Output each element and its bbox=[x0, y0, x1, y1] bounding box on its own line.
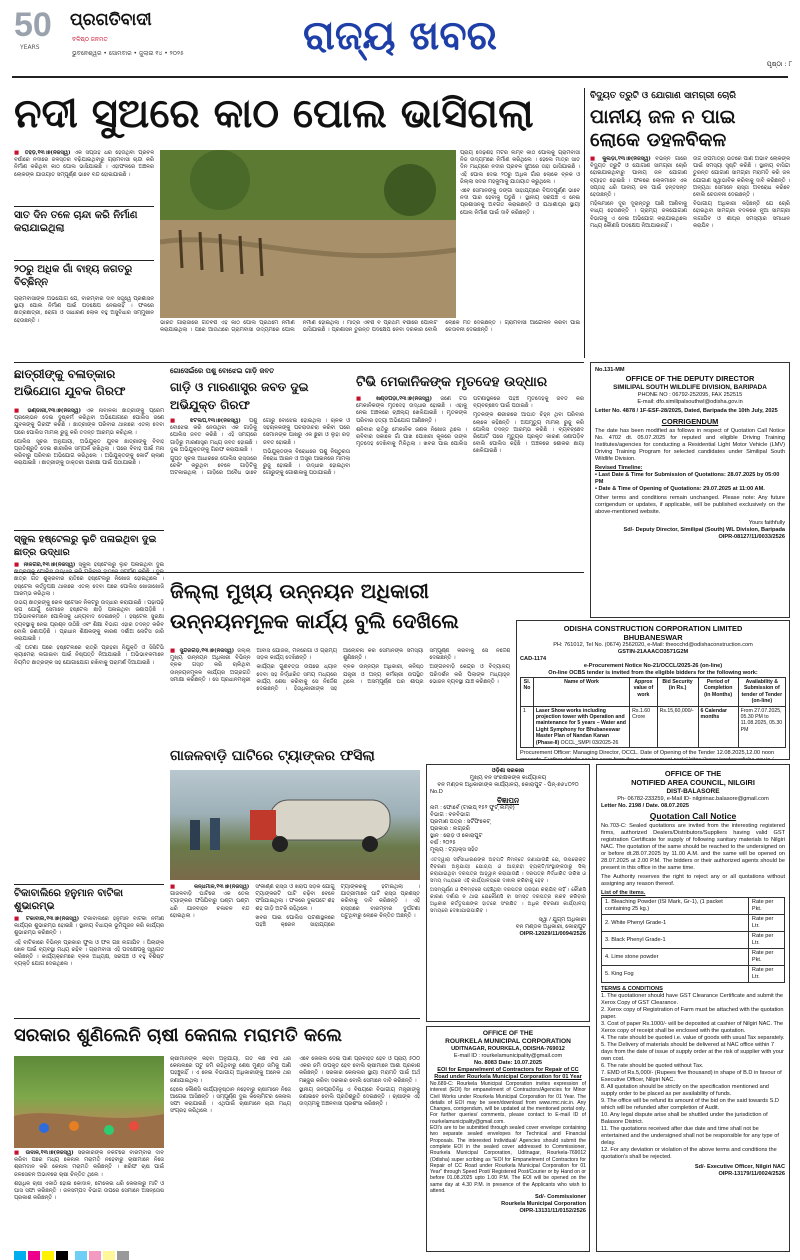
wildlife-line2: • Date & Time of Opening of Quotations: 29.07.2025 at 11:00 AM. bbox=[595, 486, 765, 492]
nilgiri-term: 9. The office will be refund its amount of the bid on the said towards S.D which will be refunded after completion of Audit. bbox=[601, 1098, 779, 1111]
print-registration-bar bbox=[14, 1248, 790, 1260]
nilgiri-term: 2. Xerox copy of Registration of Farm must be attached with the quotation paper. bbox=[601, 1007, 784, 1020]
lead-headline: ନଦୀ ସୁଅରେ କାଠ ପୋଲ ଭାସିଗଲା bbox=[14, 91, 534, 137]
nilgiri-item-row bbox=[602, 932, 785, 949]
occl-gst: GSTIN-21AAACO3571G2M bbox=[617, 649, 689, 655]
nilgiri-item-row bbox=[602, 898, 785, 915]
vehicle-dateline: ■ ଝିଟିଲିପି,୧୩।୭(ନିଜସ୍ୱ) bbox=[170, 418, 241, 424]
occl-cell-work: Laser Show works including projection tower with Operation and maintenance for 5 years – Water and Light Symphony for Bhubaneswar Master Plan of Nandan Kanan (Phase-II) OCCL_SMPI 03/2025-26 bbox=[533, 706, 629, 747]
rourkela-body2: EOI's are to be submitted through sealed cover envelope containing two separate sealed envelopes for Technical and Financial Proposals. The interested Individual/ Agencies should submit the complete EOI in the sealed cover addressed to Commissioner, Rourkela Municipal Corporation, Uditnagar, Rourkela-769012 (Odisha) super scribing as "EOI for Empanelment of Contractors for Repair of CC Road under Rourkela Municipal Corporation for 01 Year" through Speed Post/ Registered Post/Courier or by Hand on or before 01.08.2025 upto 1.00 P.M. The EOI will be opened on the same day at 4.30 P.M. in presence of the Applicants who wish to attend. bbox=[430, 1125, 586, 1195]
nilgiri-item-rate: Rate per Ltr. bbox=[748, 915, 784, 932]
bridge-illustration bbox=[160, 150, 456, 318]
official-body: ■ ସୁନ୍ଦରଗଡ଼,୧୩।୭(ନିଜସ୍ୱ) ଜିଲ୍ଲା ମୁଖ୍ୟ ଉନ୍ନୟନ ଅଧିକାରୀ ବିଭିନ୍ନ ବ୍ଳକ ଗସ୍ତ କରି ଚାଲିଥିବା ଉନ୍ନୟନମୂଳକ କାର୍ଯ୍ୟର ଅଗ୍ରଗତି ସମୀକ୍ଷା କରିଛନ୍ତି । ସେ ପ୍ରଧାନମନ୍ତ୍ରୀ ଆବାସ ଯୋଜନା, ମନରେଗା ଓ ଗ୍ରାମ୍ୟ ସଡ଼କ କାର୍ଯ୍ୟ ଦେଖିଛନ୍ତି । କାର୍ଯ୍ୟର ଗୁଣବତ୍ତା ଉପରେ ଧ୍ୟାନ ଦେବା ସହ ନିର୍ଦ୍ଧାରିତ ସମୟ ମଧ୍ୟରେ କାର୍ଯ୍ୟ ଶେଷ କରିବାକୁ ସେ ନିର୍ଦ୍ଦେଶ ଦେଇଛନ୍ତି । ହିତାଧିକାରୀଙ୍କ ସହ ଆଲୋଚନା କରି ସେମାନଙ୍କ ସମସ୍ୟା ଶୁଣିଛନ୍ତି । ବ୍ଳକ ଉନ୍ନୟନ ଅଧିକାରୀ, କନିଷ୍ଠ ଯନ୍ତ୍ରୀ ଓ ଅନ୍ୟ କର୍ମଚାରୀ ଉପସ୍ଥିତ ଥିଲେ । ଅସମ୍ପୂର୍ଣ୍ଣ ଘର ଶୀଘ୍ର ସମ୍ପୂର୍ଣ୍ଣ କରିବାକୁ ସେ ନିର୍ଦ୍ଦେଶ ଦେଇଛନ୍ତି । ଅଙ୍ଗନବାଡ଼ି କେନ୍ଦ୍ର ଓ ବିଦ୍ୟାଳୟ ପରିଦର୍ଶନ କରି ପିଲାଙ୍କ ମଧ୍ୟାହ୍ନ ଭୋଜନ ବ୍ୟବସ୍ଥା ଯାଞ୍ଚ କରିଛନ୍ତି । bbox=[170, 648, 510, 740]
page-label: ପୃଷ୍ଠା : ୮ bbox=[766, 60, 792, 68]
odia-ref: No.D bbox=[430, 789, 443, 795]
odia-dept: ମୁଖ୍ୟ ବନ ସଂରକ୍ଷକଙ୍କ କାର୍ଯ୍ୟାଳୟ bbox=[469, 775, 547, 781]
rape-headline: ଛାତ୍ରୀଙ୍କୁ ବଳାତ୍କାର ଅଭିଯୋଗ ଯୁବକ ଗିରଫ bbox=[14, 367, 126, 398]
tanker-body: ■ କନ୍ଧମାଳ,୧୩।୭(ନିଜସ୍ୱ) ଗାଜଳବାଡ଼ି ଘାଟିରେ ଏକ ତେଲ ଟ୍ୟାଙ୍କର ଫସିଯିବାରୁ ଘଣ୍ଟା ଘଣ୍ଟା ଧରି ଯାନବାହନ ଚଳାଚଳ ବନ୍ଦ ହୋଇଥିଲା । ସଂକୀର୍ଣ୍ଣ ରାସ୍ତା ଓ ଖରାପ ସଡ଼କ ଯୋଗୁଁ ଟ୍ୟାଙ୍କରଟି ଘାଟି ଚଢ଼ିବା ବେଳେ ଫସିଯାଇଥିଲା । ଫଳରେ ଦୁଇପଟେ ଶହ ଶହ ଗାଡ଼ି ଅଟକି ରହିଥିଲେ । ଖବର ପାଇ ପୋଲିସ ଘଟଣାସ୍ଥଳରେ ପହଞ୍ଚି କ୍ରେନ ସାହାଯ୍ୟରେ ଟ୍ୟାଙ୍କରକୁ ହଟାଇଥିଲା । ଯାତ୍ରୀମାନେ ଘାଟି ରାସ୍ତା ପ୍ରଶସ୍ତ କରିବାକୁ ଦାବି କରିଛନ୍ତି । ଏହି ରାସ୍ତାରେ ବାରମ୍ବାର ଦୁର୍ଘଟଣା ଘଟୁଥିବାରୁ ଲୋକେ ଚିନ୍ତିତ ଅଛନ୍ତି । bbox=[170, 884, 420, 1014]
nilgiri-items-table bbox=[601, 897, 785, 983]
odia-govt-notice bbox=[426, 764, 590, 1022]
wildlife-division: SIMILIPAL SOUTH WILDLIFE DIVISION, BARIPADA bbox=[613, 384, 767, 391]
occl-table-row bbox=[521, 706, 786, 747]
wildlife-email: E-mail: dfo.similipalsouthwl@odisha.gov.in bbox=[637, 399, 743, 405]
odia-row-4: ପ୍ରକାର : ଲଗ୍ଜରି bbox=[430, 826, 471, 832]
nilgiri-item-name: 5. King Fog bbox=[602, 966, 749, 983]
nilgiri-term: 12. For any deviation or violation of the above terms and conditions the quotation's shall be rejected. bbox=[601, 1147, 777, 1160]
occl-cell-sl: 1 bbox=[521, 706, 534, 747]
canal-photo bbox=[14, 1056, 164, 1148]
tv-headline: ଟିଭି ମେକାନିକଙ୍କ ମୃତଦେହ ଉଦ୍ଧାର bbox=[356, 374, 548, 390]
wildlife-title: CORRIGENDUM bbox=[661, 417, 719, 426]
wildlife-sign1: Yours faithfully bbox=[748, 520, 785, 526]
tanker-photo bbox=[170, 770, 420, 880]
odia-sign2: ବନ ମଣ୍ଡଳ ଅଧିକାରୀ, କୋରାପୁଟ bbox=[515, 924, 586, 930]
date-line: ଭୁବନେଶ୍ୱର • ସୋମବାର • ଜୁଲାଇ ୧୪ • ୨୦୨୫ bbox=[72, 50, 184, 57]
water-dateline: ■ କୁଲଡ଼ା,୧୩।୭(ନିଜସ୍ୱ) bbox=[590, 156, 651, 162]
nilgiri-item-name: 4. Lime stone powder bbox=[602, 949, 749, 966]
rourkela-title: EOI for Empanelment of Contractors for Repair of CC Road under Rourkela Municipal Corporation for 01 Year bbox=[434, 1067, 582, 1080]
lead-subhead-2: ୨୦ରୁ ଅଧିକ ଗାଁ ବାହ୍ୟ ଜଗତରୁ ବିଚ୍ଛିନ୍ନ bbox=[14, 260, 154, 294]
nilgiri-term: 11. The quotations received after due date and time shall not be entertained and the undersigned shall not be responsible for any type of delay. bbox=[601, 1126, 779, 1146]
wildlife-oipr: OIPR-08127/11/0033/2526 bbox=[718, 534, 785, 540]
hostel-body: ■ ନୀଳଗିରି,୧୩।୭(ନିଜସ୍ୱ) ସ୍କୁଲ ହଷ୍ଟେଲରୁ ଲୁଚି ପଳାଇଥିବା ଦୁଇ ଛାତ୍ର ଗତ ଶୁକ୍ରବାର ରାତିରେ ହଷ୍ଟେଲରୁ ନିଖୋଜ ହୋଇଥିଲେ । ହଷ୍ଟେଲ କର୍ତ୍ତୃପକ୍ଷ ଥାନାରେ ଏତଲା ଦେବା ପରେ ପୋଲିସ ଖୋଜାଖୋଜି ଆରମ୍ଭ କରିଥିଲା । ଉଭୟ ଛାତ୍ରଙ୍କୁ ରେଳ ଷ୍ଟେସନ ନିକଟରୁ ଉଦ୍ଧାର କରାଯାଇଛି । ପଢ଼ାପଢ଼ି ଚାପ ଯୋଗୁଁ ସେମାନେ ହଷ୍ଟେଲ ଛାଡ଼ି ପଳାଇଥିବା ଜଣାପଡ଼ିଛି । ଅଭିଭାବକମାନେ ପୋଲିସକୁ ଧନ୍ୟବାଦ ଦେଇଛନ୍ତି । ହଷ୍ଟେଲ ସୁରକ୍ଷା ବ୍ୟବସ୍ଥାକୁ ନେଇ ପ୍ରଶ୍ନ ଉଠିଛି ଏବଂ ଶିକ୍ଷା ବିଭାଗ ଏହାର ତଦନ୍ତ କରିବ ବୋଲି ଜଣାପଡ଼ିଛି । ପ୍ରଧାନ ଶିକ୍ଷକଙ୍କୁ କାରଣ ଦର୍ଶାଅ ନୋଟିସ ଜାରି କରାଯାଇଛି । ଏହି ଘଟଣା ପରେ ହଷ୍ଟେଲରେ ରାତ୍ରି ପ୍ରହରୀ ନିଯୁକ୍ତି ଓ ସିସିଟିଭି କ୍ୟାମେରା ଲଗାଇବା ପାଇଁ ନିଷ୍ପତ୍ତି ନିଆଯାଇଛି । ଅଭିଭାବକମାନେ ନିୟମିତ ଛାତ୍ରଙ୍କ ସହ ଯୋଗାଯୋଗ ରଖିବାକୁ ପରାମର୍ଶ ଦିଆଯାଇଛି । bbox=[14, 562, 164, 730]
rourkela-address: UDITNAGAR, ROURKELA, ODISHA-769012 bbox=[451, 1046, 565, 1052]
lead-dateline: ■ ତିହିଡ଼ି,୧୩।୭(ନିଜସ୍ୱ) bbox=[14, 150, 71, 156]
wildlife-phone: PHONE NO : 06792-252095, FAX 252515 bbox=[637, 392, 743, 398]
lead-column-2: ପ୍ରାୟ ଦେଢ଼ଶହ ମିଟର ଲମ୍ବ କାଠ ପୋଲକୁ ଗ୍ରାମବାସୀ ନିଜ ଉଦ୍ୟମରେ ନିର୍ମାଣ କରିଥିଲେ । ହେଲେ ମାତ୍ର ସାତ ଦିନ ମଧ୍ୟରେ ନଦୀର ପ୍ରବଳ ସୁଅରେ ତାହା ଭାସିଯାଇଛି । ଏହି ପୋଲ ଦେଇ ୨୦ରୁ ଅଧିକ ଗାଁର ଲୋକେ ବ୍ଳକ ଓ ଜିଲ୍ଲା ସଦର ମହକୁମାକୁ ଯାତାୟାତ କରୁଥିଲେ । ଏବେ ସେମାନଙ୍କୁ ଡଙ୍ଗା ସାହାଯ୍ୟରେ ବିପଦପୂର୍ଣ୍ଣ ଭାବେ ନଦୀ ପାର ହେବାକୁ ପଡୁଛି । ସ୍ଥାନୀୟ ସରପଞ୍ଚ ଏ ନେଇ ପ୍ରଶାସନକୁ ଅବଗତ କରାଇଛନ୍ତି ଓ ଯଥାଶୀଘ୍ର ସ୍ଥାୟୀ ପୋଲ ନିର୍ମାଣ ପାଇଁ ଦାବି କରିଛନ୍ତି । bbox=[460, 150, 580, 216]
nilgiri-item-rate: Rate per Pkt. bbox=[748, 949, 784, 966]
rourkela-sign2: Rourkela Municipal Corporation bbox=[501, 1201, 586, 1208]
nilgiri-item-row bbox=[602, 949, 785, 966]
rourkela-office: OFFICE OF THE bbox=[482, 1030, 534, 1037]
vehicle-kicker: ଗୋସେଇଁରେ ପଶୁ ବୋଝେଇ ଗାଡ଼ି ଜବତ bbox=[170, 367, 275, 375]
occl-col-value: Approx value of work bbox=[630, 678, 657, 707]
section-title: ରାଜ୍ୟ ଖବର bbox=[303, 13, 497, 59]
tanker-headline: ଗାଜଳବାଡ଼ି ଘାଟିରେ ଟ୍ୟାଙ୍କର ଫସିଲା bbox=[170, 748, 375, 764]
occl-phone: PH: 761012, Tel No. (0674) 2562020, e-Mail: theocchd@odishaconstruction.com bbox=[553, 642, 753, 648]
rourkela-body: No.689-C: Rourkela Municipal Corporation invites expression of interest (EOI) for empanelment of Contractors/Agencies for Minor Civil Works under Rourkela Municipal Corporation for 01 Year. The details of EOI may be seen/download from www.rmc.nic.in. Any Changes, corrigendum, will be updated at the mentioned portal only. For further queries/ comments, please contact to E-mail ID of rourkelamunicipality@gmail.com. bbox=[430, 1081, 586, 1125]
newspaper-logo bbox=[14, 6, 184, 64]
nilgiri-item-rate: Rate per Pkt. bbox=[748, 898, 784, 915]
vehicle-headline: ଗାଡ଼ି ଓ ମାରଣାସ୍ତ୍ର ଜବତ ଦୁଇ ଅଭିଯୁକ୍ତ ଗିରଫ bbox=[170, 380, 309, 412]
horizontal-rule-1 bbox=[14, 362, 584, 363]
occl-tender-notice bbox=[516, 620, 790, 760]
occl-table-header bbox=[521, 678, 786, 707]
column-divider bbox=[584, 88, 585, 358]
occl-col-sl: Sl. No bbox=[521, 678, 534, 707]
occl-col-security: Bid Security (in Rs.) bbox=[657, 678, 698, 707]
wildlife-ref: No.131-MM bbox=[595, 367, 625, 373]
lead-subhead-1: ସାତ ଦିନ ତଳେ ଚାନ୍ଦା କରି ନିର୍ମାଣ କରାଯାଇଥିଲା bbox=[14, 206, 154, 246]
lead-column-1: ■ ତିହିଡ଼ି,୧୩।୭(ନିଜସ୍ୱ) ଏକ ସପ୍ତାହ ଧରି ହେଉଥିବା ପ୍ରବଳ ବର୍ଷାରେ ନଦୀରେ ଜଳସ୍ତର ବଢ଼ିଯାଇଥିବାରୁ ଗ୍ରାମବାସୀ ଚାନ୍ଦା କରି ନିର୍ମାଣ କରିଥିବା କାଠ ପୋଲ ଭାସିଯାଇଛି । ଏହାଫଳରେ ଅଞ୍ଚଳର ଲୋକଙ୍କ ଯାତାୟାତ ସମ୍ପୂର୍ଣ୍ଣ ଭାବେ ବନ୍ଦ ହୋଇଯାଇଛି । bbox=[14, 150, 154, 256]
occl-ref: CAD-1174 bbox=[520, 656, 547, 662]
nilgiri-oipr: OIPR-13179/11/0024/2526 bbox=[718, 1171, 785, 1177]
temple-headline: ଟିକାବାଲିରେ ହନୁମାନ ବାଟିକା ଶୁଭାରମ୍ଭ bbox=[14, 884, 164, 914]
odia-row-7: ମୂଲ୍ୟ : ଟ୍ୟାକ୍ସ ସହିତ bbox=[430, 847, 479, 853]
canal-headline: ସରକାର ଶୁଣିଲେନି ଚାଷୀ କେନାଲ ମରାମତି କଲେ bbox=[14, 1025, 342, 1046]
horizontal-rule-2 bbox=[14, 572, 584, 573]
tanker-dateline: ■ କନ୍ଧମାଳ,୧୩।୭(ନିଜସ୍ୱ) bbox=[170, 884, 249, 890]
wildlife-line1: • Last Date & Time for Submission of Quotations: 28.07.2025 by 05:00 PM bbox=[595, 472, 780, 485]
wildlife-letter: Letter No. 4878 / 1F-ESF-28/2025, Dated, Baripada the 10th July, 2025 bbox=[595, 408, 778, 414]
logo-years: YEARS bbox=[20, 44, 40, 51]
nilgiri-dist: DIST-BALASORE bbox=[666, 788, 720, 795]
water-kicker: ବିଦ୍ୟୁତ ତ୍ରୁଟି ଓ ଯୋଗାଣ ସାମଗ୍ରୀ ଚୋରି bbox=[590, 91, 736, 101]
nilgiri-body2: The Authority reserves the right to reject any or all quotations without assigning any reason thereof. bbox=[601, 874, 785, 887]
odia-oipr: OIPR-12029/11/0094/2526 bbox=[519, 931, 586, 937]
official-dateline: ■ ସୁନ୍ଦରଗଡ଼,୧୩।୭(ନିଜସ୍ୱ) bbox=[170, 648, 234, 654]
odia-row-1: ନାମ : ଫୋର୍ବେ (ଟାଇପ୍ ୧୫୨ ଫୁଟ୍ ଲମ୍ବ) bbox=[430, 805, 515, 811]
nilgiri-term: 8. All quotation should be strictly on the specification mentioned and supply order to be placed as per availability of funds. bbox=[601, 1084, 769, 1097]
canal-dateline: ■ ଉଦାଳ,୧୩।୭(ନିଜସ୍ୱ) bbox=[14, 1150, 74, 1156]
odia-row-6: ବର୍ଷ : ୨୦୨୫ bbox=[430, 840, 456, 846]
nilgiri-item-name: 2. White Phenyl Grade-1 bbox=[602, 915, 749, 932]
occl-col-availability: Availability & Submission of tender of Tender (on-line) bbox=[738, 678, 785, 707]
wildlife-sign2: Sd/- Deputy Director, Similipal (South) WL Division, Baripada bbox=[623, 527, 785, 533]
water-body: ■ କୁଲଡ଼ା,୧୩।୭(ନିଜସ୍ୱ) ବିଭିନ୍ନ ଗାଁରେ ବିଦ୍ୟୁତ ତ୍ରୁଟି ଓ ଯୋଗାଣ ସାମଗ୍ରୀ ଚୋରି ହୋଇଯାଇଥିବାରୁ ପାନୀୟ ଜଳ ଯୋଗାଣ ବ୍ୟାହତ ହୋଇଛି । ଫଳରେ ଲୋକମାନେ ଏକ ସପ୍ତାହ ଧରି ପାନୀୟ ଜଳ ପାଇଁ ହନ୍ତସନ୍ତ ହେଉଛନ୍ତି । ମହିଳାମାନେ ଦୂର ଦୂରାନ୍ତରୁ ପାଣି ଆଣିବାକୁ ବାଧ୍ୟ ହେଉଛନ୍ତି । ଗ୍ରାମ୍ୟ ଜଳଯୋଗାଣ ବିଭାଗକୁ ଏ ନେଇ ଅଭିଯୋଗ କରାଯାଇଥିଲେ ମଧ୍ୟ କୌଣସି ପଦକ୍ଷେପ ନିଆଯାଇନାହିଁ । ଉଚ୍ଚ ତାପମାତ୍ରା ଭିତରେ ପାଣି ଅଭାବ ଲୋକଙ୍କ ପାଇଁ ସମସ୍ୟା ସୃଷ୍ଟି କରିଛି । ସ୍ଥାନୀୟ ବାସିନ୍ଦା ତୁରନ୍ତ ଯୋଗାଣ ସାମଗ୍ରୀ ମରାମତି କରି ଜଳ ଯୋଗାଣ ସ୍ୱାଭାବିକ କରିବାକୁ ଦାବି କରିଛନ୍ତି । ଅନ୍ୟଥା ସେମାନେ ରାସ୍ତା ଅବରୋଧ କରିବେ ବୋଲି ଚେତାବନୀ ଦେଇଛନ୍ତି । ବିଭାଗୀୟ ଅଧିକାରୀ କହିଛନ୍ତି ଯେ ଚୋରି ହୋଇଥିବା ସାମଗ୍ରୀ ବଦଳରେ ନୂଆ ସାମଗ୍ରୀ ଲଗାଯିବ ଓ ଶୀଘ୍ର ସମସ୍ୟାର ସମାଧାନ କରାଯିବ । bbox=[590, 156, 790, 356]
tv-dateline: ■ ଖଣ୍ଡପଡ଼ା,୧୩।୭(ନିଜସ୍ୱ) bbox=[356, 396, 432, 402]
odia-sign: ସ୍ୱା / ଯୁଗ୍ମ ଅଧିକାରୀ bbox=[538, 917, 586, 923]
occl-cell-availability: From 27.07.2025, 05.30 PM to 11.08.2025, 05.30 PM bbox=[738, 706, 785, 747]
odia-gov: ଓଡ଼ିଶା ସରକାର bbox=[491, 768, 525, 774]
nilgiri-list-title: List of the items. bbox=[601, 890, 646, 896]
nilgiri-item-row bbox=[602, 966, 785, 983]
tv-body: ■ ଖଣ୍ଡପଡ଼ା,୧୩।୭(ନିଜସ୍ୱ) ଜଣେ ଟିଭି ମେକାନିକଙ୍କ ମୃତଦେହ ଉଦ୍ଧାର ହୋଇଛି । ଏହାକୁ ନେଇ ଅଞ୍ଚଳରେ ଚାଞ୍ଚଲ୍ୟ ଖେଳିଯାଇଛି । ମୃତକଙ୍କ ପରିବାର ହତ୍ୟା ଅଭିଯୋଗ ଆଣିଛନ୍ତି । ଶନିବାର ରାତିରୁ ମେକାନିକ ଜଣକ ନିଖୋଜ ଥିଲେ । ରବିବାର ସକାଳେ ଗାଁ ପାଖ ପୋଖରୀ କୂଳରେ ତାଙ୍କ ମୃତଦେହ ଦେଖିବାକୁ ମିଳିଥିଲା । ଖବର ପାଇ ପୋଲିସ ଘଟଣାସ୍ଥଳରେ ପହଞ୍ଚି ମୃତଦେହକୁ ଜବତ କରି ବ୍ୟବଚ୍ଛେଦ ପାଇଁ ପଠାଇଛି । ମୃତକଙ୍କ ଶରୀରରେ ଆଘାତ ଚିହ୍ନ ଥିବା ପରିବାର ଲୋକେ କହିଛନ୍ତି । ଅପମୃତ୍ୟୁ ମାମଲା ରୁଜୁ କରି ପୋଲିସ ତଦନ୍ତ ଆରମ୍ଭ କରିଛି । ବ୍ୟବଚ୍ଛେଦ ରିପୋର୍ଟ ପରେ ମୃତ୍ୟୁର ପ୍ରକୃତ କାରଣ ଜଣାପଡ଼ିବ ବୋଲି ପୋଲିସ କହିଛି । ଅଞ୍ଚଳରେ ଶୋକର ଛାୟା ଖେଳିଯାଇଛି । bbox=[356, 396, 584, 568]
nilgiri-phone: Ph- 06782-233259, e-Mail ID- nilgirinac.balasore@gmail.com bbox=[617, 796, 769, 802]
nilgiri-item-rate: Rate per Ltr. bbox=[748, 966, 784, 983]
temple-body: ■ ଟିକାବାଲି,୧୩।୭(ନିଜସ୍ୱ) ଟିକାବାଲିରେ ହନୁମାନ ବାଟିକା ନିର୍ମାଣ କାର୍ଯ୍ୟର ଶୁଭାରମ୍ଭ ହୋଇଛି । ସ୍ଥାନୀୟ ବିଧାୟକ ଭୂମିପୂଜନ କରି କାର୍ଯ୍ୟର ଶୁଭାରମ୍ଭ କରିଛନ୍ତି । ଏହି ବାଟିକାରେ ବିଭିନ୍ନ ପ୍ରକାର ଫୁଲ ଓ ଫଳ ଗଛ ଲଗାଯିବ । ପିଲାଙ୍କ ଖେଳ ପାଇଁ ବ୍ୟବସ୍ଥା ମଧ୍ୟ ରହିବ । ଗ୍ରାମବାସୀ ଏହି ପଦକ୍ଷେପକୁ ସ୍ୱାଗତ କରିଛନ୍ତି । କାର୍ଯ୍ୟକ୍ରମରେ ବ୍ଳକ ଅଧ୍ୟକ୍ଷ, ସରପଞ୍ଚ ଓ ବହୁ ବିଶିଷ୍ଟ ବ୍ୟକ୍ତି ଯୋଗ ଦେଇଥିଲେ । bbox=[14, 916, 164, 1014]
canal-body-left: ■ ଉଦାଳ,୧୩।୭(ନିଜସ୍ୱ) ସରକାରଙ୍କ ନିକଟରେ ବାରମ୍ବାର ଦାବି କରିବା ପରେ ମଧ୍ୟ କେନାଲ ମରାମତି ନହେବାରୁ ଚାଷୀମାନେ ନିଜେ ଶ୍ରମଦାନ କରି କେନାଲ ମରାମତି କରିଛନ୍ତି । ଖରିଫ ଚାଷ ପାଇଁ ଜଳସେଚନ ଅଭାବରେ ଚାଷୀ ଚିନ୍ତିତ ଥିଲେ । ଶହାଧିକ ଚାଷୀ ଏକାଠି ହୋଇ କୋଦାଳ, ଟୋକେଇ ଧରି କେନାଲରୁ ମାଟି ଓ ଘାସ ସଫା କରିଛନ୍ତି । ଜଳସମ୍ପଦ ବିଭାଗ ଉପରେ ସେମାନେ ଅସନ୍ତୋଷ ପ୍ରକାଶ କରିଛନ୍ତି । bbox=[14, 1150, 164, 1252]
official-headline: ଜିଲ୍ଲା ମୁଖ୍ୟ ଉନ୍ନୟନ ଅଧିକାରୀ ଉନ୍ନୟନମୂଳକ କାର୍ଯ୍ୟ ବୁଲି ଦେଖିଲେ bbox=[170, 579, 459, 633]
logo-number: 50 bbox=[14, 6, 52, 44]
rourkela-oipr: OIPR-13131/11/0152/2526 bbox=[519, 1208, 586, 1215]
lead-column-1b: ଗ୍ରାମବାସୀଙ୍କ ଅଭିଯୋଗ ଯେ, ବାରମ୍ବାର ଦାବି ସତ୍ତ୍ୱେ ପ୍ରଶାସନ ସ୍ଥାୟୀ ପୋଲ ନିର୍ମାଣ ପାଇଁ ପଦକ୍ଷେପ ନେଇନାହିଁ । ଫଳରେ ଛାତ୍ରଛାତ୍ରୀ, ରୋଗୀ ଓ ସାଧାରଣ ଲୋକ ବହୁ ଅସୁବିଧାର ସମ୍ମୁଖୀନ ହେଉଛନ୍ତି । bbox=[14, 296, 154, 324]
nilgiri-term: 7. EMD of Rs.5,000/- (Rupees five thousand) in shape of B.D in favour of Executive Officer, Nilgiri NAC. bbox=[601, 1070, 782, 1083]
odia-row-3: ପ୍ରମାଣ ପତ୍ର : ସର୍ଟିଫିକେଟ୍ bbox=[430, 819, 491, 825]
masthead-rule bbox=[12, 76, 788, 78]
odia-notice-body: ଏତଦ୍ୱାରା ସର୍ବସାଧାରଣଙ୍କ ଅବଗତି ନିମନ୍ତେ ଜଣାଯାଉଛି ଯେ, ଉପରୋକ୍ତ ବିବରଣୀ ଅନୁଯାୟୀ ଯୋଗ୍ୟ ଓ ଆଗ୍ରହୀ ବ୍ୟକ୍ତି/ସଂସ୍ଥାଙ୍କଠାରୁ ସିଲ୍ କରାଯାଇଥିବା ଦରପତ୍ର ଆହ୍ୱାନ କରାଯାଉଛି । ଦରପତ୍ର ନିର୍ଦ୍ଧାରିତ ତାରିଖ ଓ ସମୟ ମଧ୍ୟରେ ଏହି କାର୍ଯ୍ୟାଳୟରେ ଦାଖଲ କରିବାକୁ ହେବ । ଅସମ୍ପୂର୍ଣ୍ଣ ଓ ବିଳମ୍ବରେ ପହଞ୍ଚିଥିବା ଦରପତ୍ର ଗ୍ରହଣ କରାଯିବ ନାହିଁ । କୌଣସି କାରଣ ଦର୍ଶାଇ ନ ଥାଇ ଯେକୌଣସି ବା ସମସ୍ତ ଦରପତ୍ର ନାକଚ କରିବାର ଅଧିକାର କର୍ତ୍ତୃପକ୍ଷଙ୍କ ହାତରେ ସଂରକ୍ଷିତ । ଅଧିକ ବିବରଣୀ କାର୍ଯ୍ୟାଳୟ ସମୟରେ ଦେଖାଯାଇପାରିବ । bbox=[430, 857, 586, 914]
masthead bbox=[0, 0, 800, 84]
occl-footer: Procurement Officer: Managing Director, OCCL. Date of Opening of the Tender 12.08.2025,12.00 noon bbox=[520, 750, 775, 757]
occl-city: BHUBANESWAR bbox=[623, 633, 683, 642]
rourkela-office2: ROURKELA MUNICIPAL CORPORATION bbox=[445, 1038, 571, 1045]
nilgiri-term: 5. The Delivery of materials should be delivered at NAC office within 7 days from the date of issue of supply order at the risk of supplier with your own cost. bbox=[601, 1042, 784, 1062]
wildlife-office: OFFICE OF THE DEPUTY DIRECTOR bbox=[625, 374, 755, 383]
hostel-headline: ସ୍କୁଲ ହଷ୍ଟେଲରୁ ଲୁଚି ପଳାଇଥିବା ଦୁଇ ଛାତ୍ର ଉଦ୍ଧାର bbox=[14, 530, 164, 560]
nilgiri-term: 4. The rate should be quoted i.e. value of goods with usual Tax separately. bbox=[601, 1035, 785, 1041]
nilgiri-office2: NOTIFIED AREA COUNCIL, NILGIRI bbox=[631, 778, 755, 787]
nilgiri-office: OFFICE OF THE bbox=[664, 769, 722, 778]
nilgiri-term: 1. The quotationer should have GST Clearance Certificate and submit the Xerox Copy of GST Clearance. bbox=[601, 993, 784, 1006]
wildlife-body: The date has been modified as follows in respect of Quotation Call Notice No. 4702 dt. 05.07.2025 for reputed and eligible Driving Training Institutes/agencies for conducting a Residential Light Motor Vehicle (LMV) Driving Training Program for selected candidates under Similipal South Wildlife Division. bbox=[595, 428, 785, 462]
occl-col-period: Period of Completion (in Months) bbox=[698, 678, 738, 707]
occl-col-work: Name of Work bbox=[533, 678, 629, 707]
nilgiri-quotation-notice bbox=[596, 764, 790, 1252]
canal-illustration bbox=[14, 1056, 164, 1148]
horizontal-rule-3 bbox=[14, 1018, 420, 1019]
wildlife-revised: Revised Timeline: bbox=[595, 465, 643, 471]
temple-dateline: ■ ଟିକାବାଲି,୧୩।୭(ନିଜସ୍ୱ) bbox=[14, 916, 79, 922]
occl-tender-table bbox=[520, 677, 786, 748]
nilgiri-item-name: 3. Black Phenyl Grade-1 bbox=[602, 932, 749, 949]
rourkela-eoi-notice bbox=[426, 1026, 590, 1252]
odia-row-2: ବିଭାଗ : ବନବିଭାଗ bbox=[430, 812, 470, 818]
odia-title: ବିଜ୍ଞାପନ bbox=[496, 796, 520, 805]
paper-tagline: ବଳିଷ୍ଠ ଜନମତ bbox=[72, 36, 108, 43]
tanker-illustration bbox=[170, 770, 420, 880]
wildlife-other: Other terms and conditions remain unchanged. Please note: Any future corrigendum or updates, if applicable, will be published exclusively on the above-mentioned website. bbox=[595, 495, 785, 515]
lead-photo-flooded-bridge bbox=[160, 150, 456, 318]
rourkela-email: E-mail ID : rourkelamunicipality@gmail.com bbox=[453, 1053, 563, 1059]
vehicle-body: ■ ଝିଟିଲିପି,୧୩।୭(ନିଜସ୍ୱ) ପଶୁ ବୋଝେଇ କରି ନେଉଥିବା ଏକ ଗାଡ଼ିକୁ ପୋଲିସ ଜବତ କରିଛି । ଏହି ସମୟରେ ଗାଡ଼ିରୁ ମାରଣାସ୍ତ୍ର ମଧ୍ୟ ଜବତ ହୋଇଛି । ଦୁଇ ଅଭିଯୁକ୍ତଙ୍କୁ ଗିରଫ କରାଯାଇଛି । ଗୁପ୍ତ ସୂଚନା ଆଧାରରେ ପୋଲିସ ରାସ୍ତାରେ ଚେକିଂ କରୁଥିବା ବେଳେ ଗାଡ଼ିଟିକୁ ଅଟକାଇଥିଲା । ଗାଡ଼ିରେ ଅବୈଧ ଭାବେ ଗୋରୁ ବୋଝେଇ ହୋଇଥିଲା । ଚାଳକ ଓ ସହଚାଳକଙ୍କୁ ପଚରାଉଚରା କରିବା ପରେ ସେମାନଙ୍କ ପାଖରୁ ଏକ ଛୁରୀ ଓ ଲୁହା ରଡ଼ ଜବତ ହୋଇଛି । ଅଭିଯୁକ୍ତଙ୍କ ବିରୋଧରେ ପଶୁ ନିଷ୍ଠୁରତା ନିରୋଧ ଆଇନ ଓ ଅସ୍ତ୍ର ଆଇନରେ ମାମଲା ରୁଜୁ ହୋଇଛି । ଉଦ୍ଧାର ହୋଇଥିବା ଗୋରୁଙ୍କୁ ଗୋଶାଳାକୁ ପଠାଯାଇଛି । bbox=[170, 418, 350, 568]
odia-office: ବନ ମଣ୍ଡଳ ଅଧିକାରୀଙ୍କ କାର୍ଯ୍ୟାଳୟ, କୋରାପୁଟ - ପିନ୍-୭୬୪୦୨୦ bbox=[437, 782, 579, 788]
wildlife-corrigendum-notice bbox=[590, 362, 790, 618]
paper-name: ପ୍ରଗତିବାଦୀ bbox=[70, 10, 152, 30]
nilgiri-term: 3. Cost of paper Rs.1000/- will be deposited at cashier of Nilgiri NAC. The Xerox copy of receipt shall be enclosed with the quotation. bbox=[601, 1021, 784, 1034]
nilgiri-letter: Letter No. 2198 / Date. 08.07.2025 bbox=[601, 803, 689, 809]
lead-bottom-text: ଭାରତ ଗାଁରାଜାରେ ଗତବର୍ଷ ଏହି କାଠ ପୋଲ ପ୍ରଥମେ ନିର୍ମାଣ କରାଯାଇଥିଲା । ପରେ ଆଉଥରେ ଗ୍ରାମବାସୀ ଉଦ୍ୟମରେ ପୋଲ ନିର୍ମାଣ ହୋଇଥିଲା । ମାତ୍ର ଏବର୍ଷ ବି ପ୍ରଥମ ବର୍ଷାରେ ପୋଲଟି ଭାସିଯାଇଛି । ପ୍ରଶାସନ ତୁରନ୍ତ ପଦକ୍ଷେପ ନେବା ଦରକାର ବୋଲି ଲୋକେ ମତ ଦେଇଛନ୍ତି । ଗ୍ରାମବାସୀ ଆନ୍ଦୋଳନ କରିବା ପାଇଁ ଚେତାବନୀ ଦେଇଛନ୍ତି । bbox=[160, 320, 580, 334]
nilgiri-item-row bbox=[602, 915, 785, 932]
nilgiri-title: Quotation Call Notice bbox=[649, 811, 737, 821]
rourkela-letter: No. 8083 Date: 10.07.2025 bbox=[473, 1060, 543, 1066]
water-headline: ପାନୀୟ ଜଳ ନ ପାଇ ଲୋକେ ଡହଳବିକଳ bbox=[590, 106, 736, 151]
canal-body-right: ଚାଷୀମାନଙ୍କ କହିବା ଅନୁଯାୟୀ, ଗତ କିଛି ବର୍ଷ ଧରି କେନାଲରେ ପଟୁ ଜମି ରହିଥିବାରୁ ଶେଷ ମୁଣ୍ଡ ଜମିକୁ ପାଣି ପହଞ୍ଚୁନାହିଁ । ଏ ନେଇ ବିଭାଗୀୟ ଅଧିକାରୀଙ୍କୁ ଅନେକ ଥର ଜଣାଯାଇଥିଲା । ହେଲେ କୌଣସି କାର୍ଯ୍ୟାନୁଷ୍ଠାନ ନହେବାରୁ ଚାଷୀମାନେ ନିଜେ ଆଗେଇ ଆସିଛନ୍ତି । ସମ୍ପୂର୍ଣ୍ଣ ଦୁଇ କିଲୋମିଟର କେନାଲ ସଫା କରାଯାଇଛି । ଏଥିପାଇଁ ଚାଷୀମାନେ ଚାନ୍ଦା ମଧ୍ୟ ସଂଗ୍ରହ କରିଥିଲେ । ଏବେ କେନାଲ ଦେଇ ପାଣି ପ୍ରବାହିତ ହେବ ଓ ପ୍ରାୟ ୫୦୦ ଏକର ଜମି ଉପକୃତ ହେବ ବୋଲି ଚାଷୀମାନେ ଆଶା ପ୍ରକାଶ କରିଛନ୍ତି । ସରକାର କେନାଲର ସ୍ଥାୟୀ ମରାମତି ପାଇଁ ଅର୍ଥ ମଞ୍ଜୁର କରିବା ଦରକାର ବୋଲି ସେମାନେ ଦାବି କରିଛନ୍ତି । ସ୍ଥାନୀୟ ଜନପ୍ରତିନିଧି ଏ ବିଷୟରେ ବିଭାଗୀୟ ମନ୍ତ୍ରୀଙ୍କୁ ଜଣାଇବେ ବୋଲି ପ୍ରତିଶ୍ରୁତି ଦେଇଛନ୍ତି । ଚାଷୀଙ୍କ ଏହି ଉଦ୍ୟମକୁ ଅଞ୍ଚଳବାସୀ ପ୍ରଶଂସା କରିଛନ୍ତି । bbox=[170, 1056, 420, 1115]
nilgiri-item-rate: Rate per Ltr. bbox=[748, 932, 784, 949]
nilgiri-item-name: 1. Bleaching Powder (ISI Mark, Gr-1), (1 packet containing 25 kg.) bbox=[602, 898, 749, 915]
occl-tender-no: e-Procurement Notice No-21/OCCL/2025-26 (on-line) bbox=[583, 663, 723, 669]
rape-body: ■ ଭଣ୍ଡାରୀ,୧୩।୭(ନିଜସ୍ୱ) ଏକ ନାବାଳିକା ଛାତ୍ରୀଙ୍କୁ ପ୍ରେମ ପ୍ରଲୋଭନ ଦେଇ ଦୁଷ୍କର୍ମ କରିଥିବା ଅଭିଯୋଗରେ ପୋଲିସ ଜଣେ ଯୁବକଙ୍କୁ ଗିରଫ କରିଛି । ଛାତ୍ରୀଙ୍କ ପରିବାର ଥାନାରେ ଏତଲା ଦେବା ପରେ ପୋଲିସ ମାମଲା ରୁଜୁ କରି ତଦନ୍ତ ଆରମ୍ଭ କରିଥିଲା । ପୋଲିସ ସୂଚନା ଅନୁଯାୟୀ, ଅଭିଯୁକ୍ତ ଯୁବକ ଛାତ୍ରୀଙ୍କୁ ବିବାହ ପ୍ରତିଶ୍ରୁତି ଦେଇ ଶାରୀରିକ ସମ୍ପର୍କ ରଖିଥିଲା । ପରେ ବିବାହ ପାଇଁ ମନା କରିବାରୁ ପରିବାର ଅଭିଯୋଗ କରିଥିଲେ । ଅଭିଯୁକ୍ତଙ୍କୁ କୋର୍ଟ ଚାଲାଣ କରାଯାଇଛି । ଛାତ୍ରୀଙ୍କୁ ଡାକ୍ତରୀ ପରୀକ୍ଷା ପାଇଁ ପଠାଯାଇଛି । bbox=[14, 408, 164, 528]
nilgiri-terms-title: TERMS & CONDITIONS bbox=[601, 986, 663, 992]
nilgiri-sign: Sd/- Executive Officer, Nilgiri NAC bbox=[694, 1164, 785, 1170]
odia-row-5: ସ୍ଥାନ : ରୋଡ଼ ଓ କୋରାପୁଟ bbox=[430, 833, 483, 839]
occl-title: ODISHA CONSTRUCTION CORPORATION LIMITED bbox=[563, 624, 743, 633]
occl-cell-period: 6 Calendar months bbox=[698, 706, 738, 747]
nilgiri-body: No.703-C: Sealed quotations are invited from the interesting registered firms, authorized Dealers/Distributors/Suppliers having valid GST registration Certificate for supply of following sanitary materials to Nilgiri NAC. The quotation of the same should be reached to the undersigned on or before dt.28.07.2025 by 11.00 A.M. and the same will be opened on 28.07.2025 at 2.00 P.M. The bidders or their authorized agents should be present in this office in the same time. bbox=[601, 823, 785, 871]
hostel-dateline: ■ ନୀଳଗିରି,୧୩।୭(ନିଜସ୍ୱ) bbox=[14, 562, 75, 568]
nilgiri-term: 6. The rate should be quoted without Tax. bbox=[601, 1063, 704, 1069]
rourkela-sign: Sd/- Commissioner bbox=[535, 1194, 586, 1201]
rape-dateline: ■ ଭଣ୍ଡାରୀ,୧୩।୭(ନିଜସ୍ୱ) bbox=[14, 408, 81, 414]
occl-tender-sub: On-line OCBS tender is invited from the eligible bidders for the following work: bbox=[548, 670, 758, 676]
occl-cell-security: Rs.15,60,000/- bbox=[657, 706, 698, 747]
occl-cell-value: Rs.1.60 Crore bbox=[630, 706, 657, 747]
nilgiri-term: 10. Any legal dispute arise shall be shuttled under the jurisdiction of Balasore District. bbox=[601, 1112, 768, 1125]
